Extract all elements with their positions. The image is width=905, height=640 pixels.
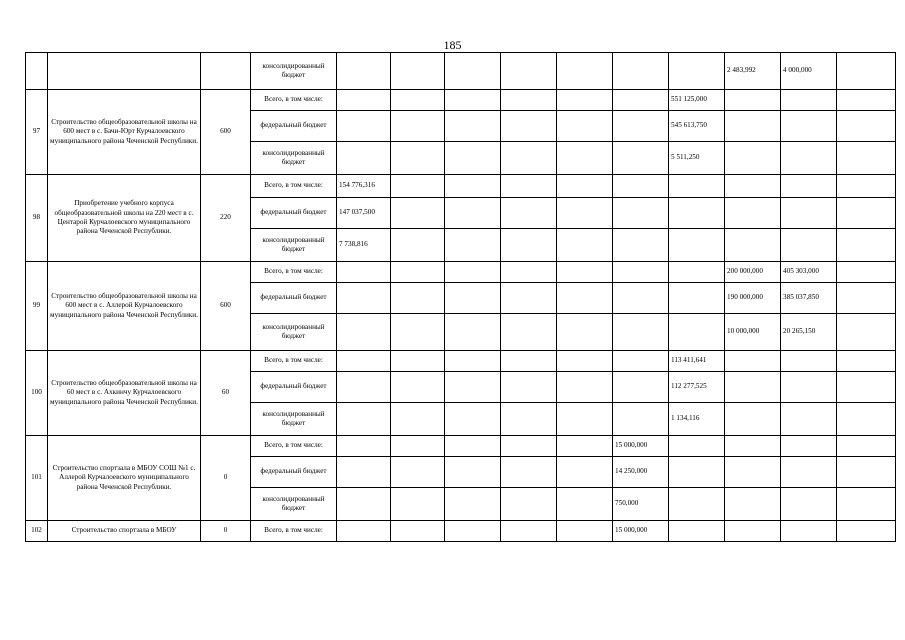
amount-cell [837,175,896,198]
amount-cell [391,229,445,262]
amount-cell [391,142,445,175]
amount-cell [391,283,445,314]
amount-cell: 20 265,150 [781,314,837,351]
amount-cell [445,436,501,457]
amount-cell [557,351,613,372]
amount-cell [837,53,896,90]
amount-cell [337,436,391,457]
amount-cell [781,229,837,262]
amount-cell [781,351,837,372]
amount-cell: 10 000,000 [725,314,781,351]
capacity-value: 600 [201,262,251,351]
amount-cell [837,457,896,488]
amount-cell [501,198,557,229]
row-number: 99 [26,262,48,351]
amount-cell [725,90,781,111]
amount-cell [391,436,445,457]
amount-cell [501,175,557,198]
amount-cell [501,229,557,262]
capacity-value: 60 [201,351,251,436]
funding-source-label: Всего, в том числе: [251,521,337,542]
capacity-value: 0 [201,521,251,542]
amount-cell [613,314,669,351]
amount-cell [669,521,725,542]
amount-cell [557,283,613,314]
amount-cell [501,314,557,351]
amount-cell [613,283,669,314]
amount-cell [391,53,445,90]
amount-cell [337,372,391,403]
amount-cell [391,403,445,436]
amount-cell [391,351,445,372]
table-row [26,90,896,111]
amount-cell [337,488,391,521]
amount-cell [781,521,837,542]
amount-cell [391,175,445,198]
amount-cell [445,314,501,351]
amount-cell: 551 125,000 [669,90,725,111]
amount-cell [501,488,557,521]
table-row [26,53,896,90]
amount-cell [445,521,501,542]
amount-cell [557,142,613,175]
amount-cell [781,198,837,229]
amount-cell [725,229,781,262]
amount-cell [445,351,501,372]
funding-source-label: Всего, в том числе: [251,262,337,283]
amount-cell [837,436,896,457]
amount-cell [557,372,613,403]
amount-cell [613,403,669,436]
funding-source-label: федеральный бюджет [251,198,337,229]
amount-cell [613,351,669,372]
amount-cell: 190 000,000 [725,283,781,314]
capacity-value [201,53,251,90]
amount-cell [501,521,557,542]
amount-cell [669,175,725,198]
amount-cell [391,90,445,111]
amount-cell [445,90,501,111]
amount-cell [391,314,445,351]
budget-table [25,52,896,542]
funding-source-label: Всего, в том числе: [251,351,337,372]
amount-cell [501,436,557,457]
amount-cell [725,488,781,521]
amount-cell [725,198,781,229]
amount-cell: 15 000,000 [613,436,669,457]
amount-cell [725,175,781,198]
funding-source-label: Всего, в том числе: [251,436,337,457]
amount-cell: 4 000,000 [781,53,837,90]
amount-cell [837,372,896,403]
amount-cell [781,142,837,175]
amount-cell [669,53,725,90]
amount-cell [337,111,391,142]
amount-cell [781,175,837,198]
amount-cell [725,436,781,457]
amount-cell [501,372,557,403]
amount-cell [337,283,391,314]
row-number: 101 [26,436,48,521]
object-name: Строительство общеобразовательной школы на 600 мест в с. Бачи-Юрт Курчалоевского муниципального района Чеченской Республики. [48,90,201,175]
amount-cell [781,372,837,403]
amount-cell [445,142,501,175]
amount-cell: 15 000,000 [613,521,669,542]
capacity-value: 220 [201,175,251,262]
row-number: 98 [26,175,48,262]
amount-cell [445,403,501,436]
amount-cell [613,111,669,142]
amount-cell [557,175,613,198]
amount-cell [669,198,725,229]
amount-cell [501,90,557,111]
amount-cell [781,111,837,142]
amount-cell [337,53,391,90]
amount-cell [501,111,557,142]
amount-cell [669,229,725,262]
amount-cell [837,198,896,229]
amount-cell [725,457,781,488]
amount-cell [613,229,669,262]
amount-cell [557,90,613,111]
amount-cell: 1 134,116 [669,403,725,436]
amount-cell: 7 738,816 [337,229,391,262]
amount-cell [445,283,501,314]
amount-cell [725,521,781,542]
amount-cell [613,372,669,403]
amount-cell [781,457,837,488]
row-number [26,53,48,90]
amount-cell [613,142,669,175]
amount-cell [613,53,669,90]
amount-cell [837,229,896,262]
amount-cell [445,457,501,488]
amount-cell [337,403,391,436]
amount-cell [837,521,896,542]
amount-cell [501,283,557,314]
amount-cell: 147 037,500 [337,198,391,229]
amount-cell [501,403,557,436]
amount-cell [781,436,837,457]
row-number: 97 [26,90,48,175]
amount-cell [837,351,896,372]
amount-cell [337,314,391,351]
amount-cell [445,262,501,283]
amount-cell: 154 776,316 [337,175,391,198]
amount-cell [557,53,613,90]
amount-cell [725,372,781,403]
amount-cell [557,436,613,457]
funding-source-label: федеральный бюджет [251,457,337,488]
object-name: Строительство общеобразовательной школы на 600 мест в с. Аллерой Курчалоевского муниципального района Чеченской Республики. [48,262,201,351]
amount-cell [725,403,781,436]
amount-cell [337,521,391,542]
funding-source-label: федеральный бюджет [251,372,337,403]
amount-cell [337,90,391,111]
amount-cell [557,229,613,262]
amount-cell [501,457,557,488]
amount-cell [557,314,613,351]
amount-cell: 112 277,525 [669,372,725,403]
amount-cell [725,142,781,175]
table-row [26,521,896,542]
object-name: Приобретение учебного корпуса общеобразовательной школы на 220 мест в с. Центарой Курчалоевского муниципального района Чеченской Республики. [48,175,201,262]
amount-cell [669,436,725,457]
amount-cell [669,262,725,283]
amount-cell [445,53,501,90]
amount-cell [391,457,445,488]
funding-source-label: консолидированный бюджет [251,314,337,351]
amount-cell [837,314,896,351]
row-number: 100 [26,351,48,436]
funding-source-label: Всего, в том числе: [251,90,337,111]
amount-cell [337,142,391,175]
capacity-value: 0 [201,436,251,521]
amount-cell [337,351,391,372]
amount-cell [501,142,557,175]
amount-cell: 200 000,000 [725,262,781,283]
table-row [26,436,896,457]
funding-source-label: консолидированный бюджет [251,142,337,175]
capacity-value: 600 [201,90,251,175]
amount-cell [837,403,896,436]
amount-cell [445,372,501,403]
amount-cell [445,198,501,229]
amount-cell [501,53,557,90]
amount-cell [337,457,391,488]
amount-cell [445,229,501,262]
funding-source-label: консолидированный бюджет [251,488,337,521]
amount-cell [501,351,557,372]
amount-cell [837,111,896,142]
table-row [26,262,896,283]
amount-cell [837,142,896,175]
amount-cell [837,262,896,283]
page-number: 185 [443,38,462,52]
amount-cell [613,262,669,283]
amount-cell: 14 250,000 [613,457,669,488]
amount-cell [391,262,445,283]
table-row [26,351,896,372]
amount-cell [613,90,669,111]
amount-cell: 405 303,000 [781,262,837,283]
funding-source-label: федеральный бюджет [251,283,337,314]
amount-cell [613,175,669,198]
amount-cell [557,521,613,542]
amount-cell: 545 613,750 [669,111,725,142]
amount-cell [557,488,613,521]
amount-cell: 113 411,641 [669,351,725,372]
amount-cell [391,521,445,542]
amount-cell [669,314,725,351]
object-name [48,53,201,90]
amount-cell [669,457,725,488]
funding-source-label: консолидированный бюджет [251,53,337,90]
amount-cell [391,372,445,403]
amount-cell [781,488,837,521]
amount-cell: 385 037,850 [781,283,837,314]
amount-cell [669,283,725,314]
amount-cell [557,403,613,436]
amount-cell: 750,000 [613,488,669,521]
amount-cell [837,283,896,314]
object-name: Строительство спортзала в МБОУ [48,521,201,542]
object-name: Строительство спортзала в МБОУ СОШ №1 с. Аллерой Курчалоевского муниципального района Чеченской Республики. [48,436,201,521]
amount-cell [781,90,837,111]
amount-cell [613,198,669,229]
table-row [26,175,896,198]
funding-source-label: федеральный бюджет [251,111,337,142]
amount-cell [501,262,557,283]
amount-cell [445,175,501,198]
amount-cell [557,198,613,229]
amount-cell: 5 511,250 [669,142,725,175]
amount-cell [557,262,613,283]
amount-cell [391,111,445,142]
amount-cell [445,488,501,521]
amount-cell [837,488,896,521]
funding-source-label: консолидированный бюджет [251,229,337,262]
amount-cell [445,111,501,142]
amount-cell [725,111,781,142]
amount-cell [391,198,445,229]
amount-cell [557,457,613,488]
amount-cell [557,111,613,142]
amount-cell [781,403,837,436]
amount-cell [725,351,781,372]
amount-cell [669,488,725,521]
funding-source-label: Всего, в том числе: [251,175,337,198]
amount-cell [337,262,391,283]
object-name: Строительство общеобразовательной школы на 60 мест в с. Ахкинчу Курчалоевского муниципального района Чеченской Республики. [48,351,201,436]
amount-cell [837,90,896,111]
amount-cell: 2 483,992 [725,53,781,90]
amount-cell [391,488,445,521]
row-number: 102 [26,521,48,542]
funding-source-label: консолидированный бюджет [251,403,337,436]
